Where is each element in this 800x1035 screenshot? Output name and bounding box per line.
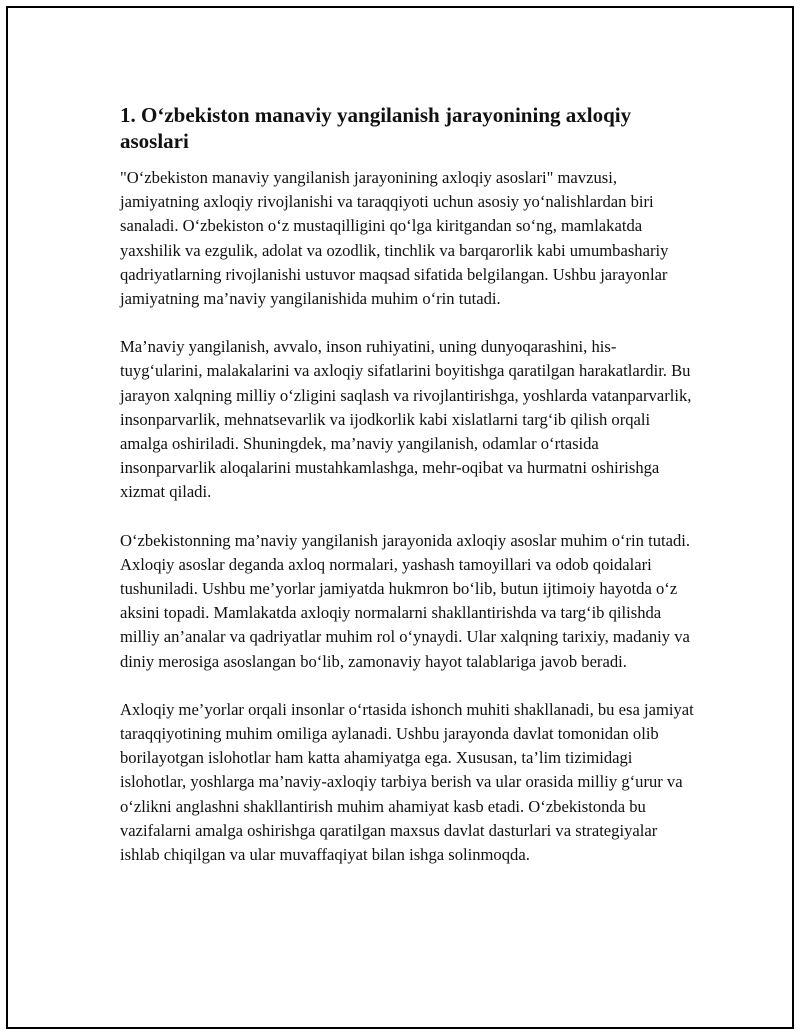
- paragraph-1: "O‘zbekiston manaviy yangilanish jarayonining axloqiy asoslari" mavzusi, jamiyatning axloqiy rivojlanishi va taraqqiyoti uchun asosiy yo‘nalishlardan biri sanaladi. O‘zbekiston o‘z mustaqilligini qo‘lga kiritgandan so‘ng, mamlakatda yaxshilik va ezgulik, adolat va ozodlik, tinchlik va barqarorlik kabi umumbashariy qadriyatlarning rivojlanishi ustuvor maqsad sifatida belgilangan. Ushbu jarayonlar jamiyatning ma’naviy yangilanishida muhim o‘rin tutadi.: [120, 168, 669, 309]
- paragraph-3: O‘zbekistonning ma’naviy yangilanish jarayonida axloqiy asoslar muhim o‘rin tutadi. Axloqiy asoslar deganda axloq normalari, yashash tamoyillari va odob qoidalari tushuniladi. Ushbu me’yorlar jamiyatda hukmron bo‘lib, butun ijtimoiy hayotda o‘z aksini topadi. Mamlakatda axloqiy normalarni shakllantirishda va targ‘ib qilishda milliy an’analar va qadriyatlar muhim rol o‘ynaydi. Ular xalqning tarixiy, madaniy va diniy merosiga asoslangan bo‘lib, zamonaviy hayot talablariga javob beradi.: [120, 530, 691, 671]
- page-frame: [6, 6, 794, 1029]
- document-title: 1. O‘zbekiston manaviy yangilanish jarayonining axloqiy asoslari: [120, 103, 632, 153]
- paragraph-4: Axloqiy me’yorlar orqali insonlar o‘rtasida ishonch muhiti shakllanadi, bu esa jamiyat taraqqiyotining muhim omiliga aylanadi. Ushbu jarayonda davlat tomonidan olib borilayotgan islohotlar ham katta ahamiyatga ega. Xususan, ta’lim tizimidagi islohotlar, yoshlarga ma’naviy-axloqiy tarbiya berish va ular orasida milliy g‘urur va o‘zlikni anglashni shakllantirish muhim ahamiyat kasb etadi. O‘zbekistonda bu vazifalarni amalga oshirishga qaratilgan maxsus davlat dasturlari va strategiyalar ishlab chiqilgan va ular muvaffaqiyat bilan ishga solinmoqda.: [120, 699, 694, 865]
- document-body: [120, 102, 694, 867]
- paragraph-2: Ma’naviy yangilanish, avvalo, inson ruhiyatini, uning dunyoqarashini, his-tuyg‘ularini, malakalarini va axloqiy sifatlarini boyitishga qaratilgan harakatlardir. Bu jarayon xalqning milliy o‘zligini saqlash va rivojlantirishga, yoshlarda vatanparvarlik, insonparvarlik, mehnatsevarlik va ijodkorlik kabi xislatlarni targ‘ib qilish orqali amalga oshiriladi. Shuningdek, ma’naviy yangilanish, odamlar o‘rtasida insonparvarlik aloqalarini mustahkamlashga, mehr-oqibat va hurmatni oshirishga xizmat qiladi.: [120, 337, 692, 502]
